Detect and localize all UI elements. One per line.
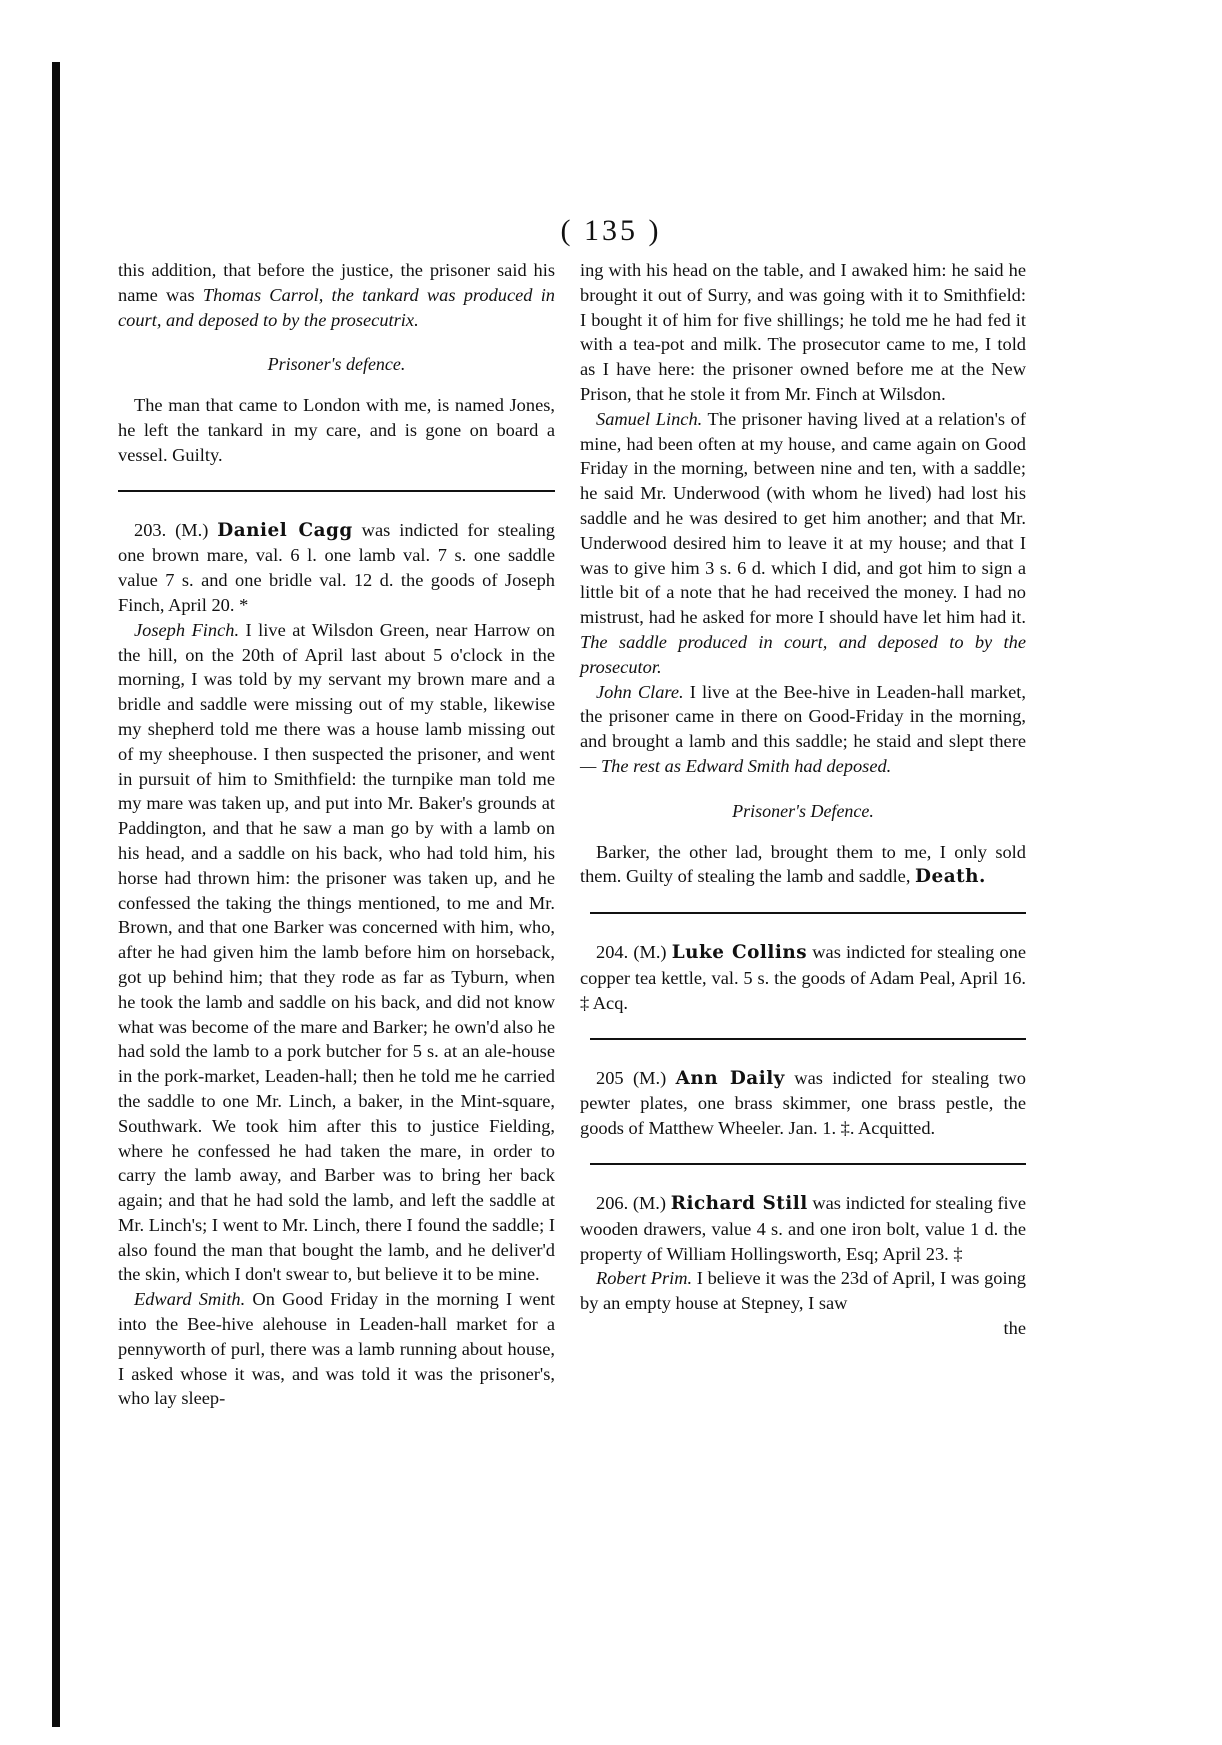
text-run: Barker, the other lad, brought them to me, I only sold them. Guilty of stealing the lamb and saddle, [580, 841, 1026, 887]
defendant-name: Daniel Cagg [217, 519, 353, 541]
testimony-finch [118, 618, 555, 1288]
paragraph-continued [118, 258, 555, 332]
catchword: the [1003, 1317, 1026, 1338]
witness-name: Samuel Linch. [596, 408, 703, 429]
verdict: Death. [915, 866, 986, 888]
section-divider [590, 1038, 1026, 1040]
paragraph-continued: ing with his head on the table, and I awaked him: he said he brought it out of Surry, and was going with it to Smithfield: I bought it of him for five shillings; he told me he had fed it with a tea-pot and milk. The prosecutor came to me, I told as I have here: the prisoner owned before me at the New Prison, that he stole it from Mr. Finch at Wilsdon. [580, 260, 1026, 404]
testimony-text: On Good Friday in the morning I went into the Bee-hive alehouse in Leaden-hall market for a pennyworth of purl, there was a lamb running about house, I asked whose it was, and was told it was the prisoner's, who lay sleep- [118, 1289, 555, 1409]
testimony-text: I live at Wilsdon Green, near Harrow on the hill, on the 20th of April last about 5 o'clock in the morning, I was told by my servant my brown mare and a bridle and saddle were missing out of my stable, likewise my shepherd told me there was a house lamb missing out of my sheephouse. I then suspected the prisoner, and went in pursuit of him to Smithfield: the turnpike man told me my mare was taken up, and put into Mr. Baker's grounds at Paddington, and that he saw a man go by with a lamb on his head, and a saddle on his back, who had told him, his horse had thrown him: the prisoner was taken up, and he confessed the taking the things mentioned, to me and Mr. Brown, and that one Barker was concerned with him, who, after he had given him the lamb before him on horseback, got up behind him; that they rode as far as Tyburn, when he took the lamb and saddle on his back, and did not know what was become of the mare and Barker; he own'd also he had sold the lamb to a pork butcher for 5 s. at an ale-house in the pork-market, Leaden-hall; then he told me he carried the saddle to one Mr. Linch, a baker, in the Mint-square, Southwark. We took him after this to justice Fielding, where he confessed he had taken the mare, in order to carry the lamb away, and Barber was to bring her back again; and that he had sold the lamb, and left the saddle at Mr. Linch's; I went to Mr. Linch, there I found the saddle; I also found the man that bought the lamb, and he deliver'd the skin, which I don't swear to, but believe it to be mine. [118, 619, 555, 1285]
court-note: The saddle produced in court, and deposed to by the prosecutor. [580, 631, 1026, 677]
testimony-text: The prisoner having lived at a relation's of mine, had been often at my house, and came again on Good Friday in the morning, between nine and ten, with a saddle; he said Mr. Underwood (with whom he lived) had lost his saddle and he was desired to get him another; and that Mr. Underwood desired him to leave it at my house; and that I was to give him 3 s. 6 d. which I did, and got him to sign a little bit of a note that he had received the money. I had no mistrust, had he asked for more I should have let him had it. [580, 408, 1026, 628]
right-column [580, 258, 1026, 1341]
case-203-entry [118, 518, 555, 618]
case-number: 204. (M.) [596, 942, 672, 963]
testimony-text: I live at the Bee-hive in Leaden-hall market, the prisoner came in there on Good-Friday in the morning, and brought a lamb and this saddle; he staid and slept there [580, 681, 1026, 752]
left-column [118, 258, 555, 1411]
witness-name: Robert Prim. [596, 1268, 693, 1289]
italic-note: Thomas Carrol, the tankard was produced in court, and deposed to by the prosecutrix. [118, 284, 556, 330]
witness-name: John Clare. [596, 681, 684, 702]
case-number: 205 (M.) [596, 1067, 676, 1088]
case-206-entry [580, 1191, 1026, 1266]
section-divider [118, 490, 555, 492]
prisoner-defence-paragraph [580, 840, 1026, 891]
prisoner-defence-paragraph: The man that came to London with me, is named Jones, he left the tankard in my care, and is gone on board a vessel. Guilty. [118, 395, 555, 465]
section-divider [590, 912, 1026, 914]
defendant-name: Luke Collins [671, 942, 808, 964]
testimony-prim [580, 1266, 1026, 1316]
case-205-entry [580, 1066, 1026, 1141]
court-note: — The rest as Edward Smith had deposed. [580, 755, 892, 776]
section-heading: Prisoner's Defence. [732, 800, 874, 821]
testimony-smith [118, 1287, 555, 1411]
case-number: 206. (M.) [596, 1192, 671, 1213]
indictment-text: was indicted for stealing five wooden drawers, value 4 s. and one iron bolt, value 1 d. the property of William Hollingsworth, Esq; April 23. ‡ [580, 1192, 1026, 1264]
indictment-text: was indicted for stealing one brown mare, val. 6 l. one lamb val. 7 s. one saddle value 7 s. and one bridle val. 12 d. the goods of Joseph Finch, April 20. * [118, 519, 555, 615]
testimony-clare [580, 680, 1026, 779]
testimony-linch [580, 407, 1026, 680]
binding-edge [52, 62, 60, 1727]
defendant-name: Richard Still [670, 1192, 808, 1214]
text-run: this addition, that before the justice, the prisoner said his name was [118, 260, 555, 305]
indictment-text: was indicted for stealing two pewter plates, one brass skimmer, one brass pestle, the goods of Matthew Wheeler. Jan. 1. ‡. Acquitted. [580, 1067, 1027, 1139]
section-divider [590, 1163, 1026, 1165]
indictment-text: was indicted for stealing one copper tea kettle, val. 5 s. the goods of Adam Peal, April 16. ‡ Acq. [580, 942, 1027, 1013]
defendant-name: Ann Daily [675, 1067, 785, 1089]
page-number: ( 135 ) [560, 214, 662, 247]
testimony-text: I believe it was the 23d of April, I was going by an empty house at Stepney, I saw [580, 1268, 1027, 1314]
section-heading: Prisoner's defence. [267, 354, 406, 375]
case-number: 203. (M.) [134, 519, 218, 540]
witness-name: Edward Smith. [134, 1289, 246, 1310]
case-204-entry [580, 940, 1026, 1015]
witness-name: Joseph Finch. [134, 619, 240, 640]
